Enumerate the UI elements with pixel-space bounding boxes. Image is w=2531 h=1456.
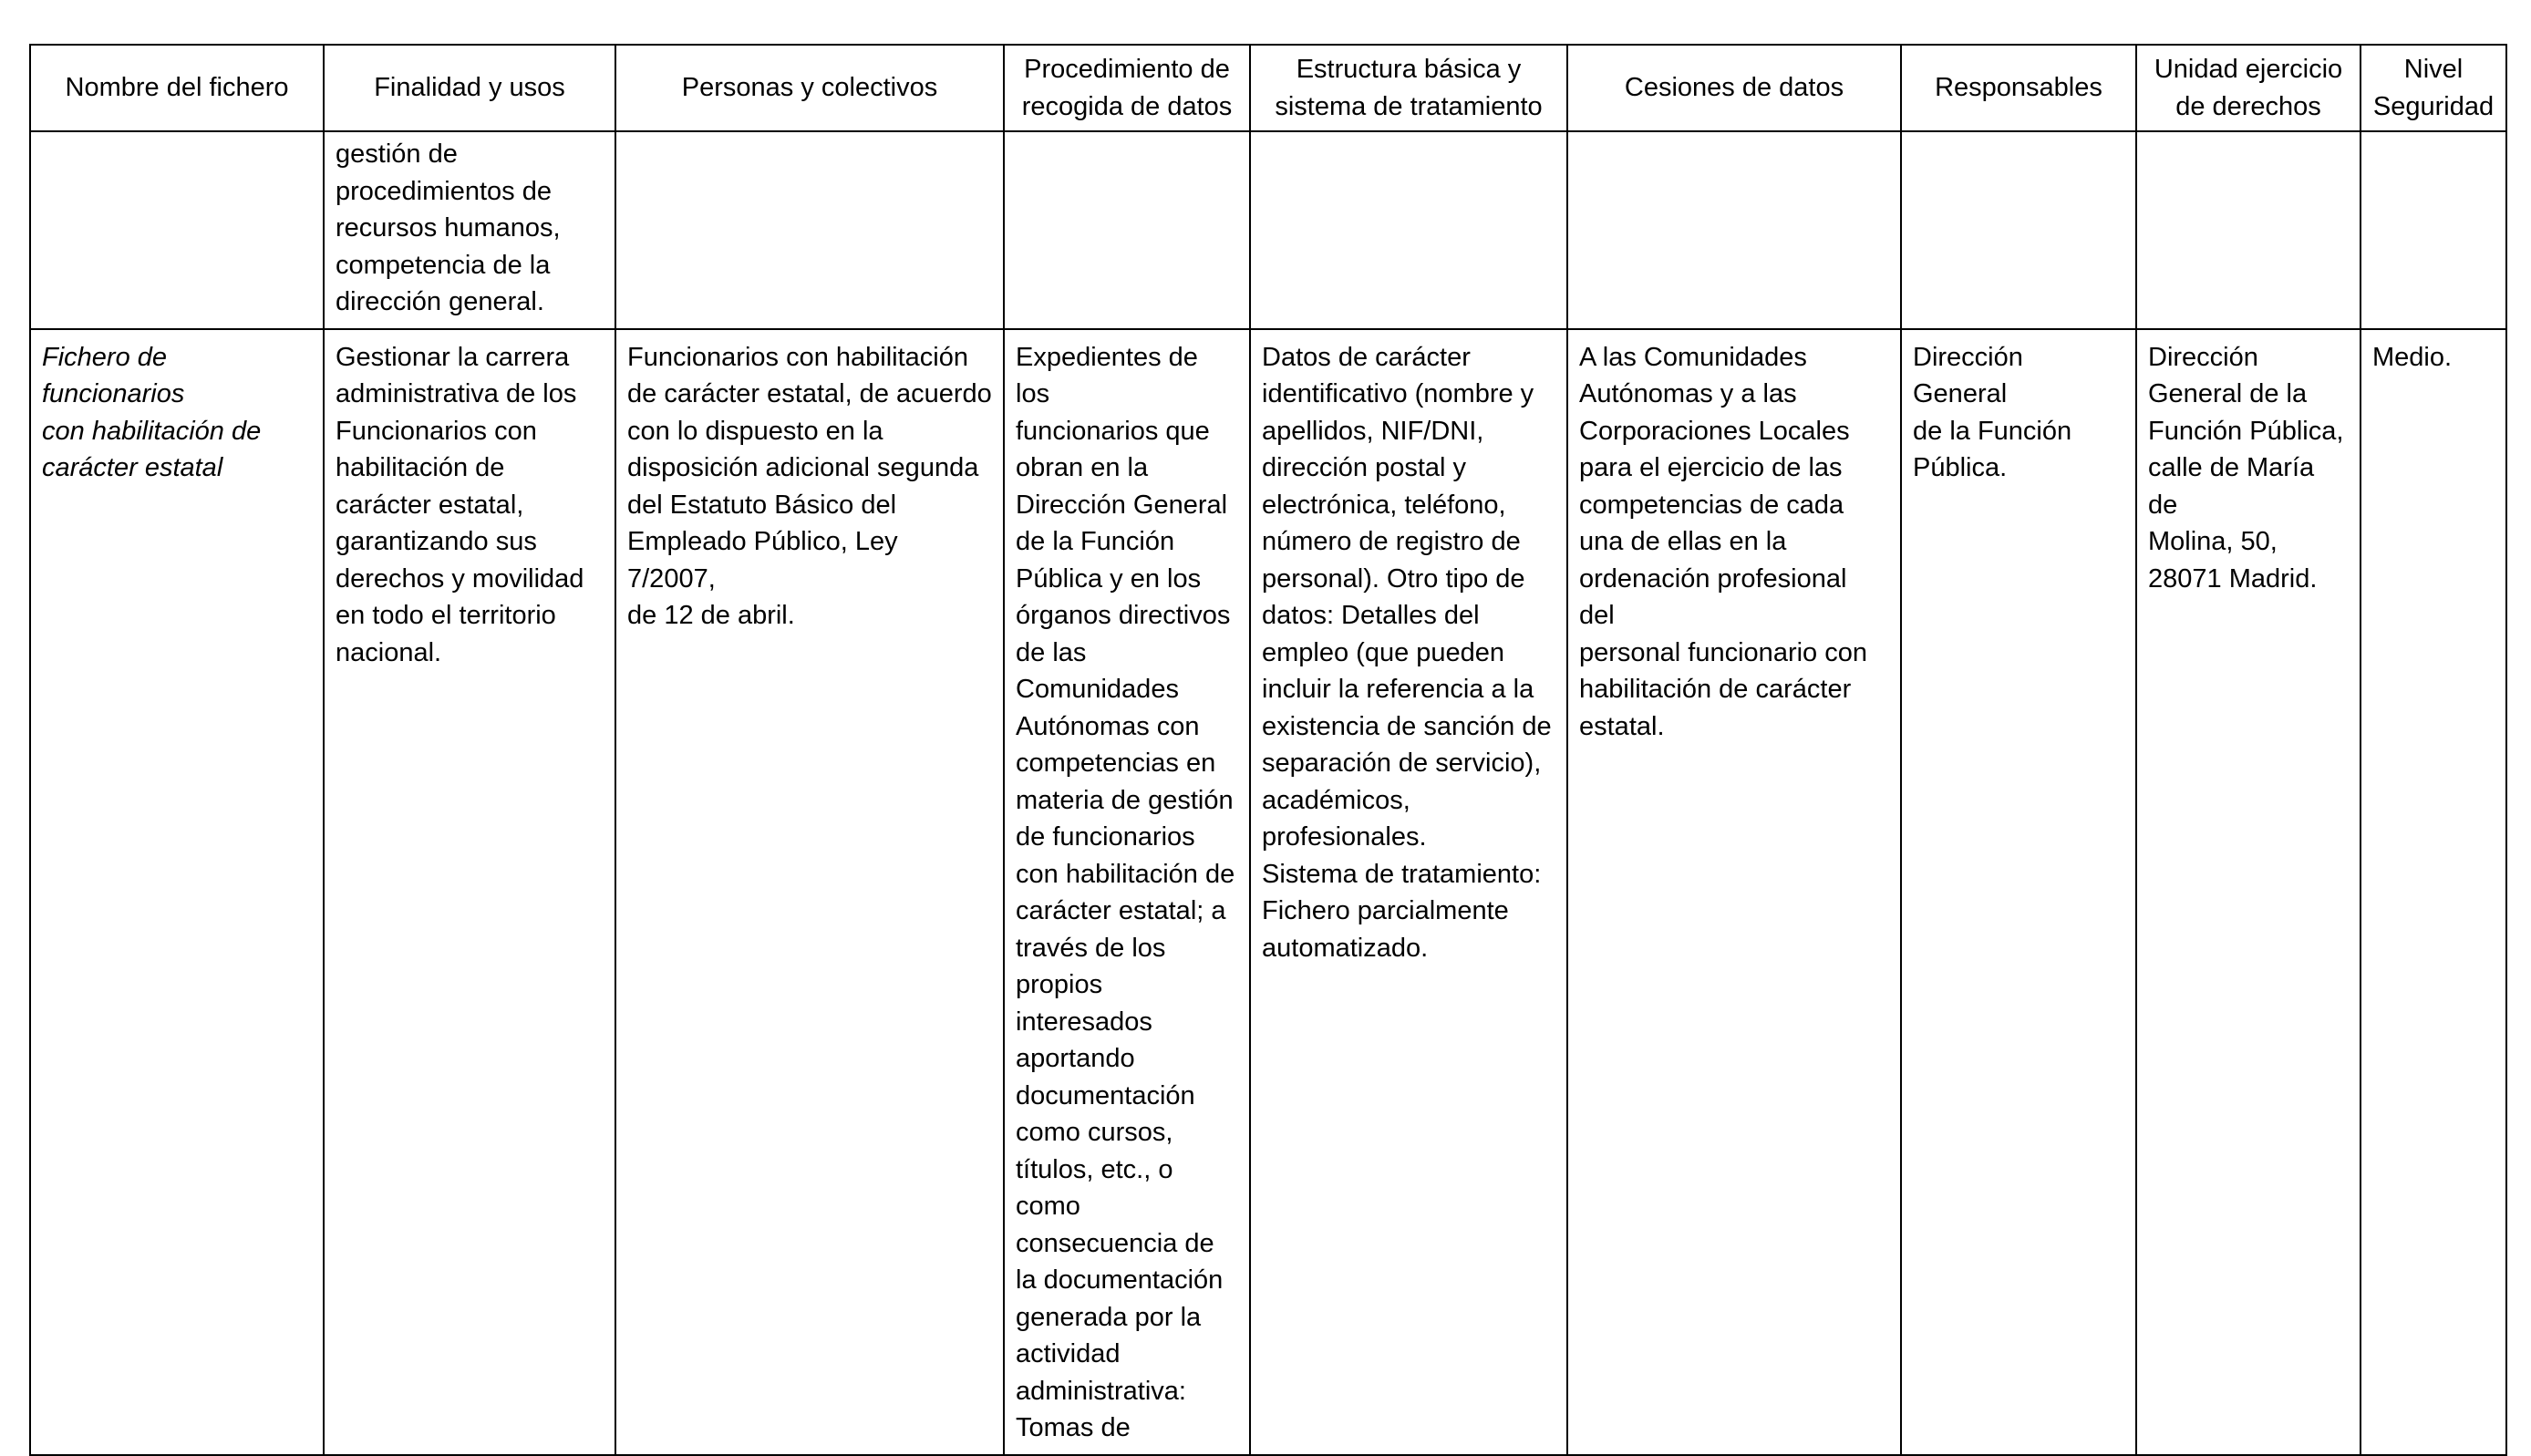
cell-finalidad: Gestionar la carrera administrativa de los Funcionarios con habilitación de carácter estatal, garantizando sus derechos y movilidad en todo el territorio nacional. [324,329,615,1455]
cell-personas-empty [615,131,1004,329]
header-unidad-ejercicio-derechos: Unidad ejercicio de derechos [2136,45,2361,131]
table-header-row [30,45,2506,131]
header-finalidad-y-usos: Finalidad y usos [324,45,615,131]
cell-finalidad-continued: gestión de procedimientos de recursos humanos, competencia de la dirección general. [324,131,615,329]
header-nivel-seguridad: Nivel Seguridad [2361,45,2506,131]
cell-procedimiento: Expedientes de los funcionarios que obran en la Dirección General de la Función Pública y en los órganos directivos de las Comunidades Autónomas con competencias en materia de gestión de funcionarios con habilitación de carácter estatal; a través de los propios interesados aportando documentación como cursos, títulos, etc., o como consecuencia de la documentación generada por la actividad administrativa: Tomas de [1004,329,1250,1455]
cell-cesiones-empty [1567,131,1901,329]
header-estructura-basica: Estructura básica y sistema de tratamiento [1250,45,1567,131]
cell-responsables: Dirección General de la Función Pública. [1901,329,2136,1455]
cell-estructura: Datos de carácter identificativo (nombre y apellidos, NIF/DNI, dirección postal y electrónica, teléfono, número de registro de personal). Otro tipo de datos: Detalles del empleo (que pueden incluir la referencia a la existencia de sanción de separación de servicio), académicos, profesionales. Sistema de tratamiento: Fichero parcialmente automatizado. [1250,329,1567,1455]
cell-nivel: Medio. [2361,329,2506,1455]
header-cesiones-de-datos: Cesiones de datos [1567,45,1901,131]
cell-personas: Funcionarios con habilitación de carácter estatal, de acuerdo con lo dispuesto en la disposición adicional segunda del Estatuto Básico del Empleado Público, Ley 7/2007, de 12 de abril. [615,329,1004,1455]
cell-unidad-empty [2136,131,2361,329]
header-nombre-del-fichero: Nombre del fichero [30,45,324,131]
cell-responsables-empty [1901,131,2136,329]
data-files-table [29,44,2507,1456]
cell-nombre-fichero: Fichero de funcionarios con habilitación de carácter estatal [30,329,324,1455]
table-row-continued [30,131,2506,329]
cell-unidad: Dirección General de la Función Pública, calle de María de Molina, 50, 28071 Madrid. [2136,329,2361,1455]
header-responsables: Responsables [1901,45,2136,131]
cell-nivel-empty [2361,131,2506,329]
cell-nombre-empty [30,131,324,329]
cell-cesiones: A las Comunidades Autónomas y a las Corporaciones Locales para el ejercicio de las competencias de cada una de ellas en la ordenación profesional del personal funcionario con habilitación de carácter estatal. [1567,329,1901,1455]
table-row-funcionarios [30,329,2506,1455]
cell-estructura-empty [1250,131,1567,329]
header-personas-y-colectivos: Personas y colectivos [615,45,1004,131]
cell-procedimiento-empty [1004,131,1250,329]
header-procedimiento-recogida: Procedimiento de recogida de datos [1004,45,1250,131]
